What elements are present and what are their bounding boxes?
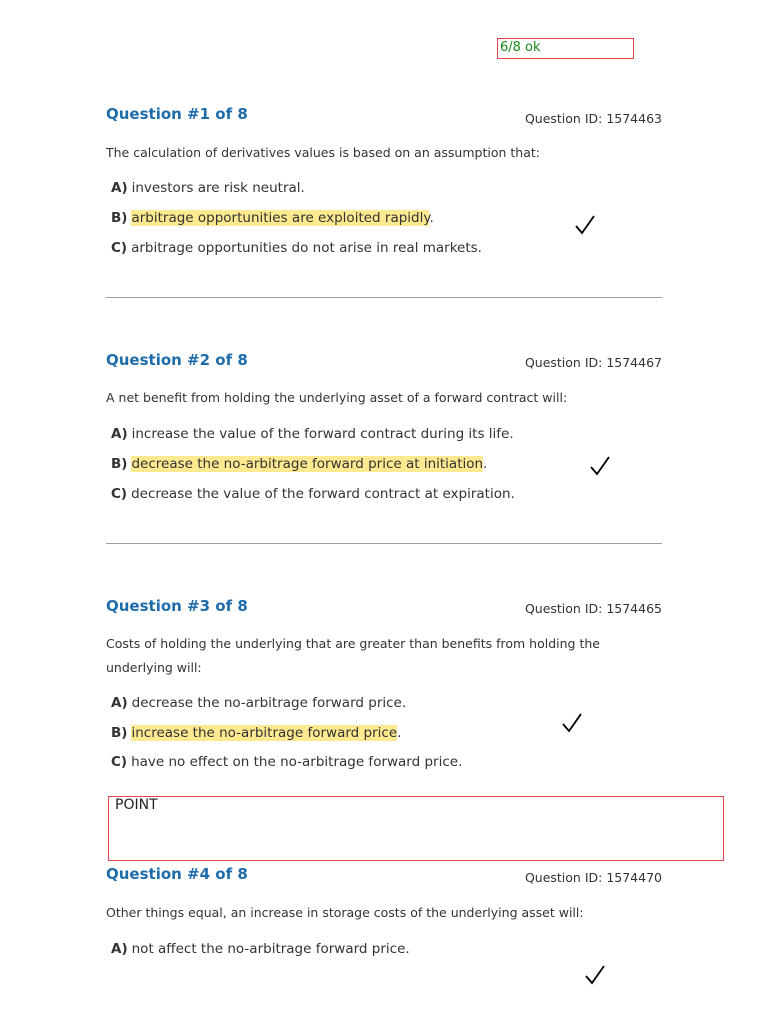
answer-text: increase the value of the forward contract during its life. — [131, 426, 514, 442]
answer-suffix: . — [483, 456, 488, 472]
question-2-text: A net benefit from holding the underlying asset of a forward contract will: — [106, 390, 568, 405]
answer-letter: A) — [111, 695, 128, 711]
question-1-answer-b — [111, 210, 434, 226]
question-1-title: Question #1 of 8 — [106, 105, 248, 123]
highlighted-correct-answer: decrease the no-arbitrage forward price at initiation — [131, 456, 484, 472]
question-2-answer-c — [111, 486, 515, 502]
checkmark-icon — [574, 214, 596, 236]
score-annotation: 6/8 ok — [497, 38, 634, 59]
checkmark-icon — [561, 712, 583, 734]
answer-letter: C) — [111, 754, 128, 770]
answer-text: have no effect on the no-arbitrage forward price. — [131, 754, 463, 770]
answer-text: not affect the no-arbitrage forward price. — [131, 941, 410, 957]
question-2-id: Question ID: 1574467 — [524, 355, 662, 370]
answer-text: investors are risk neutral. — [131, 180, 305, 196]
highlighted-correct-answer: increase the no-arbitrage forward price — [131, 725, 398, 741]
divider — [106, 297, 662, 298]
answer-text: arbitrage opportunities do not arise in real markets. — [131, 240, 482, 256]
answer-suffix: . — [429, 210, 434, 226]
question-4-id: Question ID: 1574470 — [524, 870, 662, 885]
question-4-answer-a — [111, 941, 410, 957]
answer-letter: C) — [111, 486, 128, 502]
point-annotation: POINT — [108, 796, 724, 861]
answer-letter: C) — [111, 240, 128, 256]
question-3-title: Question #3 of 8 — [106, 597, 248, 615]
checkmark-icon — [589, 455, 611, 477]
question-3-id: Question ID: 1574465 — [524, 601, 662, 616]
question-1-id: Question ID: 1574463 — [524, 111, 662, 126]
question-1-answer-c — [111, 240, 482, 256]
question-4-text: Other things equal, an increase in storage costs of the underlying asset will: — [106, 905, 584, 920]
checkmark-icon — [584, 964, 606, 986]
answer-letter: A) — [111, 426, 128, 442]
divider — [106, 543, 662, 544]
answer-text: decrease the no-arbitrage forward price. — [131, 695, 407, 711]
question-3-answer-c — [111, 754, 462, 770]
question-1-answer-a — [111, 180, 305, 196]
answer-suffix: . — [397, 725, 402, 741]
question-3-answer-a — [111, 695, 406, 711]
highlighted-correct-answer: arbitrage opportunities are exploited rapidly — [131, 210, 430, 226]
question-3-text: Costs of holding the underlying that are greater than benefits from holding the underlying will: — [106, 636, 600, 675]
answer-letter: A) — [111, 941, 128, 957]
answer-letter: A) — [111, 180, 128, 196]
answer-text: decrease the value of the forward contract at expiration. — [131, 486, 515, 502]
question-2-answer-a — [111, 426, 514, 442]
question-1-text: The calculation of derivatives values is based on an assumption that: — [106, 145, 540, 160]
answer-letter: B) — [111, 456, 128, 472]
question-2-answer-b — [111, 456, 487, 472]
answer-letter: B) — [111, 725, 128, 741]
question-3-answer-b — [111, 725, 401, 741]
question-4-title: Question #4 of 8 — [106, 865, 248, 883]
answer-letter: B) — [111, 210, 128, 226]
question-2-title: Question #2 of 8 — [106, 351, 248, 369]
